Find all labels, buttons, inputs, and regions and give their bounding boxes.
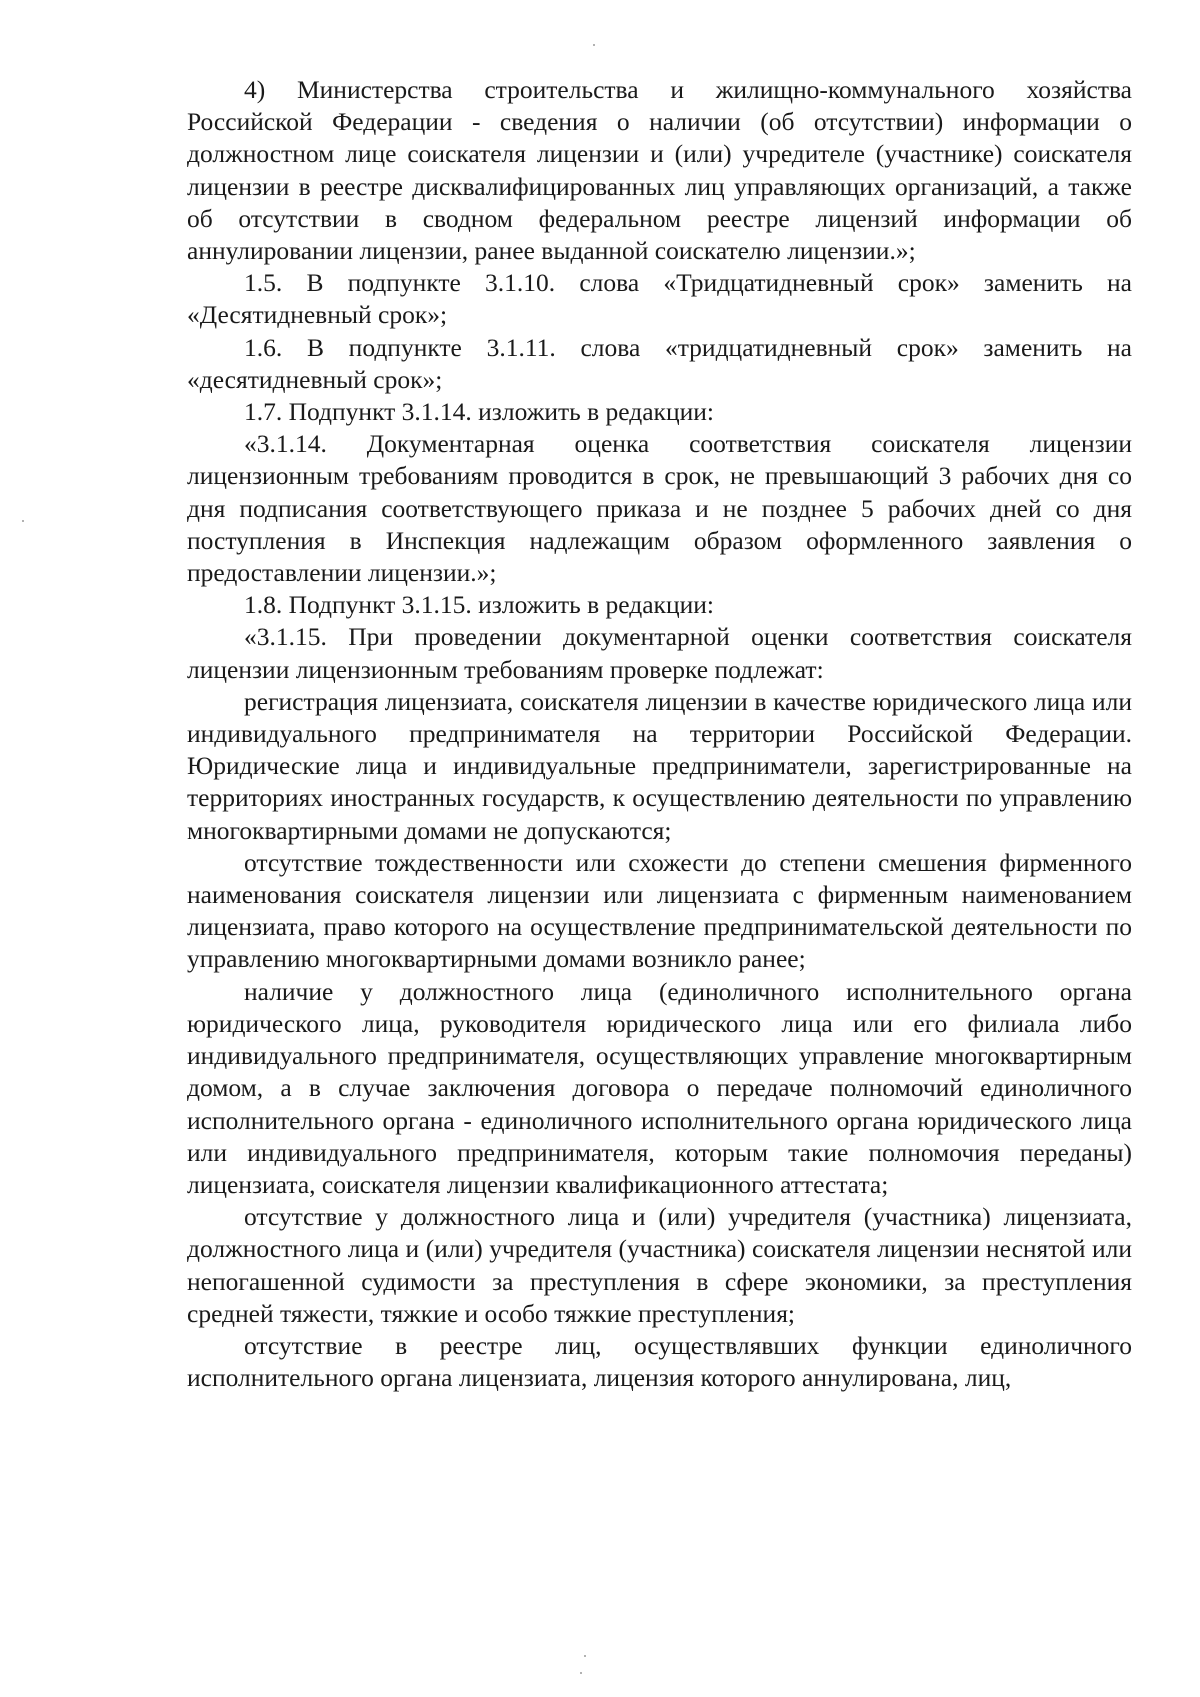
paragraph-3-1-15: «3.1.15. При проведении документарной оценки соответствия соискателя лицензии лицензионным требованиям проверке подлежат:	[187, 622, 1132, 684]
paragraph-registration: регистрация лицензиата, соискателя лицензии в качестве юридического лица или индивидуального предпринимателя на территории Российской Федерации. Юридические лица и индивидуальные предприниматели, зарегистрированные на территориях иностранных государств, к осуществлению деятельности по управлению многоквартирными домами не допускаются;	[187, 686, 1132, 845]
paragraph-registry-of-persons: отсутствие в реестре лиц, осуществлявших функции единоличного исполнительного органа лицензиата, лицензия которого аннулирована, лиц,	[187, 1330, 1132, 1393]
scan-speck	[580, 1672, 582, 1674]
paragraph-1-6: 1.6. В подпункте 3.1.11. слова «тридцатидневный срок» заменить на «десятидневный срок»;	[187, 332, 1132, 394]
paragraph-3-1-14: «3.1.14. Документарная оценка соответствия соискателя лицензии лицензионным требованиям проводится в срок, не превышающий 3 рабочих дня со дня подписания соответствующего приказа и не позднее 5 рабочих дней со дня поступления в Инспекция надлежащим образом оформленного заявления о предоставлении лицензии.»;	[187, 429, 1132, 588]
paragraph-ministry-information: 4) Министерства строительства и жилищно-коммунального хозяйства Российской Федерации - сведения о наличии (об отсутствии) информации о должностном лице соискателя лицензии и (или) учредителе (участнике) соискателя лицензии в реестре дисквалифицированных лиц управляющих организаций, а также об отсутствии в сводном федеральном реестре лицензий информации об аннулировании лицензии, ранее выданной соискателю лицензии.»;	[187, 75, 1132, 266]
paragraph-1-7: 1.7. Подпункт 3.1.14. изложить в редакции:	[244, 397, 714, 427]
scan-speck	[22, 520, 24, 522]
paragraph-qualification-certificate: наличие у должностного лица (единоличного исполнительного органа юридического лица, руководителя юридического лица или его филиала либо индивидуального предпринимателя, осуществляющих управление многоквартирным домом, а в случае заключения договора о передаче полномочий единоличного исполнительного органа - единоличного исполнительного органа юридического лица или индивидуального предпринимателя, которым такие полномочия переданы) лицензиата, соискателя лицензии квалификационного аттестата;	[187, 976, 1132, 1199]
paragraph-1-8: 1.8. Подпункт 3.1.15. изложить в редакции:	[244, 590, 714, 620]
document-body	[187, 74, 1132, 1394]
scan-speck	[584, 1655, 586, 1657]
paragraph-company-name: отсутствие тождественности или схожести до степени смешения фирменного наименования соискателя лицензии или лицензиата с фирменным наименованием лицензиата, право которого на осуществление предпринимательской деятельности по управлению многоквартирными домами возникло ранее;	[187, 847, 1132, 974]
paragraph-1-5: 1.5. В подпункте 3.1.10. слова «Тридцатидневный срок» заменить на «Десятидневный срок»;	[187, 268, 1132, 330]
scan-speck	[593, 44, 595, 46]
paragraph-criminal-record: отсутствие у должностного лица и (или) учредителя (участника) лицензиата, должностного лица и (или) учредителя (участника) соискателя лицензии неснятой или непогашенной судимости за преступления в сфере экономики, за преступления средней тяжести, тяжкие и особо тяжкие преступления;	[187, 1202, 1132, 1328]
